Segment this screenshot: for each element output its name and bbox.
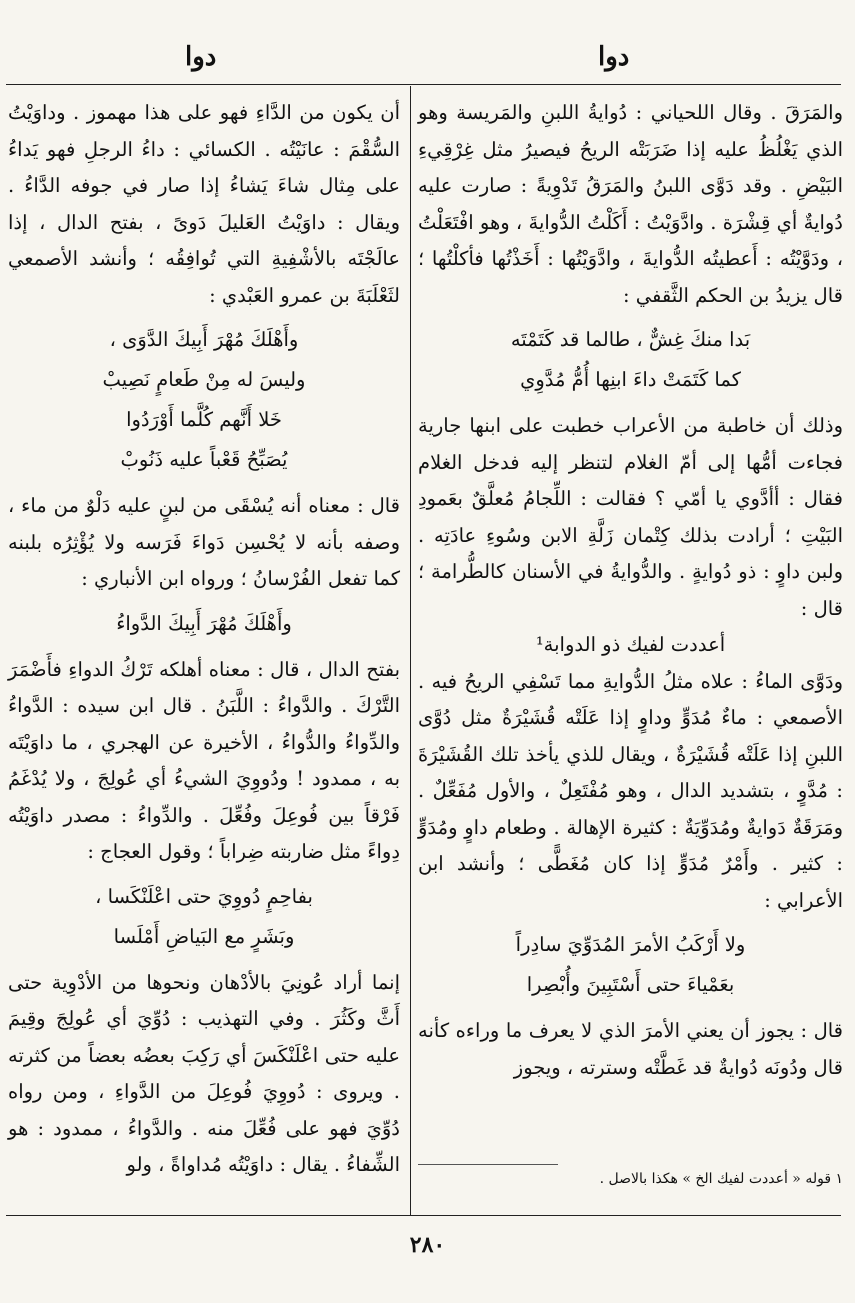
paragraph: إنما أراد عُونِيَ بالأدْهان ونحوها من الأدْوِية حتى أَثَّ وكَثُرَ . وفي التهذيب : دُوِّيَ أي عُولِجَ وقِيمَ عليه حتى اعْلَنْكَسَ أي رَكِبَ بعضُه بعضاً من كثرته . ويروى : دُووِيَ فُوعِلَ من الدَّواءِ ، ومن رواه دُوِّيَ فهو على فُعِّلَ منه . والدَّواءُ ، ممدود : هو الشِّفاءُ . يقال : داوَيْتُه مُداواةً ، ولو: [8, 970, 400, 1176]
verse-line: بَدا منكَ غِشٌّ ، طالما قد كَتَمْتَه: [510, 328, 751, 351]
header-word-right: دوا: [598, 42, 630, 72]
paragraph: قال : معناه أنه يُسْقَى من لبنٍ عليه دَلْوٌ من ماء ، وصفه بأنه لا يُحْسِن دَواءَ فَرَسه ولا يُؤْثِرُه بلبنه كما تفعل الفُرْسانُ ؛ ورواه ابن الأنباري :: [8, 494, 400, 590]
paragraph: ودَوَّى الماءُ : علاه مثلُ الدُّوايةِ مما تَسْفِي الريحُ فيه . الأصمعي : ماءٌ مُدَوٍّ وداوٍ إذا عَلَتْه قُشَيْرَةٌ مثل دُوَّى اللبنِ إذا عَلَتْه قُشَيْرَةٌ ، ويقال للذي يأخذ تلك القُشَيْرَةَ : مُدَّوٍ ، بتشديد الدال ، وهو مُفْتَعِلٌ ، والأول مُفَعِّلٌ . ومَرَقَةٌ دَوايةٌ ومُدَوِّيَةٌ : كثيرة الإهالة . وطعام داوٍ ومُدَوٍّ : كثير . وأَمْرٌ مُدَوٍّ إذا كان مُغَطًّى ؛ وأنشد ابن الأعرابي :: [418, 669, 843, 912]
verse-line: ولا أَرْكَبُ الأمرَ المُدَوِّيَ سادِراً: [515, 933, 746, 956]
verse-line: بفاحِمٍ دُووِيَ حتى اعْلَنْكَسا ،: [95, 884, 313, 908]
verse-line: وبَشَرٍ مع البَياضِ أَمْلَسا: [113, 924, 295, 948]
verse-line: بعَمْياءَ حتى أَسْتَبِينَ وأُبْصِرا: [526, 973, 735, 996]
header-word-left: دوا: [185, 42, 217, 72]
paragraph: بفتح الدال ، قال : معناه أهلكه تَرْكُ الدواءِ فأَضْمَرَ التَّرْكَ . والدَّواءُ : اللَّبَنُ . قال ابن سيده : الدَّواءُ والدِّواءُ والدُّواءُ ، الأخيرة عن الهجري ، ما داوَيْتَه به ، ممدود ! ودُووِيَ الشيءُ أي عُولِجَ ، ولا يُدْغَمُ فَرْقاً بين فُوعِلَ وفُعِّلَ . والدِّواءُ : مصدر داوَيْتُه دِواءً مثل ضاربته ضِراباً ؛ وقول العجاج :: [8, 657, 400, 863]
verse: [8, 604, 400, 644]
verse-line: خَلا أَنَّهم كُلَّما أَوْرَدُوا: [126, 408, 282, 431]
paragraph: وذلك أن خاطبة من الأعراب خطبت على ابنها جارية فجاءت أمُّها إلى أمّ الغلام لتنظر إليه فدخل الغلام فقال : أأدَّوي يا أمّي ؟ فقالت : اللِّجامُ مُعلَّقٌ بعَمودِ البَيْتِ ؛ أرادت بذلك كِتْمان زَلَّةِ الابن وسُوءِ عادَتِه . ولبن داوٍ : ذو دُوايةٍ . والدُّوايةُ في الأسنان كالطُّرامة ؛ قال :: [418, 414, 843, 620]
verse-line: وأَهْلَكَ مُهْرَ أَبِيكَ الدَّوَى ،: [109, 328, 299, 351]
page-number: ٢٨٠: [409, 1232, 446, 1258]
header-rule: [6, 84, 841, 85]
right-column: [418, 95, 843, 1086]
paragraph: والمَرَقَ . وقال اللحياني : دُوايةُ اللبنِ والمَريسة وهو الذي يَغْلُظُ عليه إذا ضَرَبَتْه الريحُ فيصيرُ مثل غِرْقِيءِ البَيْضِ . وقد دَوَّى اللبنُ والمَرَقُ تَدْوِيةً : صارت عليه دُوايةٌ أي قِشْرَة . وادَّوَيْتُ : أَكَلْتُ الدُّوايةَ ، وهو افْتَعَلْتُ ، ودَوَّيْتُه : أَعطيتُه الدُّوايةَ ، وادَّوَيْتُها : أَخَذْتُها فأكلْتُها ؛ قال يزيدُ بن الحكم الثَّقفي :: [418, 101, 843, 307]
verse: [418, 925, 843, 1005]
footer-rule: [6, 1215, 841, 1216]
verse-line: كما كَتَمَتْ داءَ ابنِها أُمُّ مُدَّوِي: [520, 368, 741, 391]
verse-line: يُصَبِّحُ قَعْباً عليه ذَنُوبْ: [120, 448, 288, 471]
paragraph: قال : يجوز أن يعني الأمرَ الذي لا يعرف ما وراءه كأنه قال ودُونَه دُوايةٌ قد غَطَّتْه وسترته ، ويجوز: [418, 1019, 843, 1079]
paragraph: أن يكون من الدَّاءِ فهو على هذا مهموز . وداوَيْتُ السُّقْمَ : عانَيْتُه . الكسائي : داءُ الرجلِ فهو يَداءُ على مِثال شاءَ يَشاءُ إذا صار في جوفه الدَّاءُ . ويقال : داوَيْتُ العَليلَ دَوىً ، بفتح الدال ، إذا عالَجْتَه بالأشْفِيةِ التي تُوافِقُه ؛ وأنشد الأصمعي لثَعْلَبَةَ بن عمرو العَبْدي :: [8, 101, 400, 307]
verse-line: وليسَ له مِنْ طَعامٍ نَصِيبْ: [102, 368, 306, 391]
footnote: ١ قوله « أعددت لفيك الخ » هكذا بالاصل .: [599, 1171, 843, 1187]
column-separator: [410, 86, 411, 1215]
verse: [8, 320, 400, 480]
footnote-rule: [418, 1164, 558, 1165]
verse-line: وأَهْلَكَ مُهْرَ أَبِيكَ الدَّواءُ: [116, 611, 292, 635]
verse: [418, 320, 843, 400]
left-column: [8, 95, 400, 1184]
verse: [8, 877, 400, 957]
half-verse: أعددت لفيك ذو الدوابة¹: [535, 633, 726, 656]
